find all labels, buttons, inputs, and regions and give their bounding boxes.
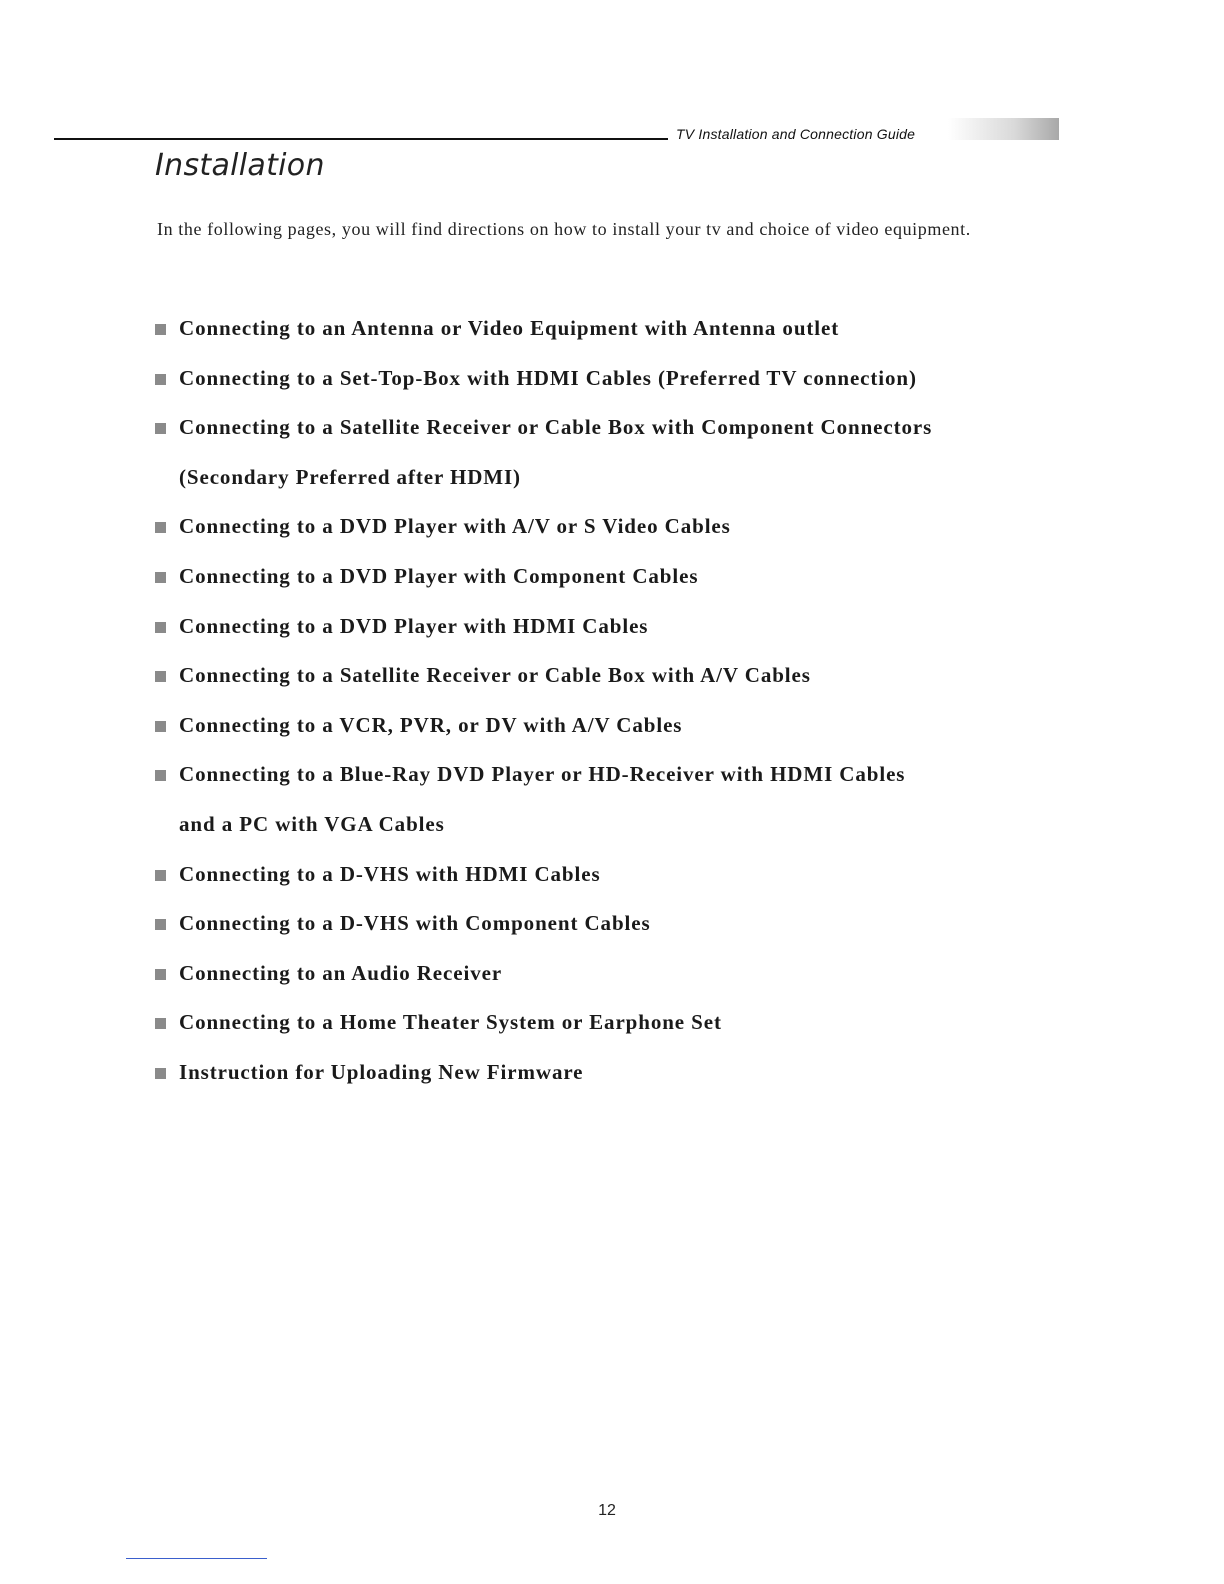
- topic-item: [155, 899, 932, 949]
- topic-item: [155, 354, 932, 404]
- topic-item: [155, 850, 932, 900]
- square-bullet-icon: [155, 770, 166, 781]
- topic-item: [155, 552, 932, 602]
- topic-text: Connecting to a Satellite Receiver or Cable Box with A/V Cables: [179, 663, 811, 688]
- topic-text: Connecting to a VCR, PVR, or DV with A/V Cables: [179, 712, 683, 737]
- topic-text: Connecting to a DVD Player with Component Cables: [179, 563, 699, 588]
- topic-item: [155, 750, 932, 849]
- topic-text: Connecting to a DVD Player with A/V or S Video Cables: [179, 514, 731, 539]
- topic-item: [155, 949, 932, 999]
- square-bullet-icon: [155, 572, 166, 583]
- topic-text-continued: (Secondary Preferred after HDMI): [179, 464, 521, 489]
- topic-item: [155, 403, 932, 502]
- square-bullet-icon: [155, 721, 166, 732]
- topic-item: [155, 304, 932, 354]
- topic-list: [155, 304, 932, 1098]
- topic-text: Connecting to a D-VHS with Component Cables: [179, 911, 651, 936]
- header-rule: [54, 138, 668, 140]
- header-gradient-bar: [948, 118, 1059, 140]
- page-title: Installation: [155, 148, 325, 183]
- topic-text-continued: and a PC with VGA Cables: [179, 811, 445, 836]
- topic-text: Connecting to a Blue-Ray DVD Player or HD-Receiver with HDMI Cables: [179, 762, 906, 787]
- topic-text: Connecting to an Audio Receiver: [179, 960, 503, 985]
- topic-item: [155, 602, 932, 652]
- square-bullet-icon: [155, 522, 166, 533]
- square-bullet-icon: [155, 622, 166, 633]
- topic-text: Connecting to a DVD Player with HDMI Cables: [179, 613, 649, 638]
- topic-item: [155, 701, 932, 751]
- square-bullet-icon: [155, 1018, 166, 1029]
- square-bullet-icon: [155, 919, 166, 930]
- topic-item: [155, 1048, 932, 1098]
- guide-title: TV Installation and Connection Guide: [676, 126, 916, 142]
- topic-text: Connecting to an Antenna or Video Equipment with Antenna outlet: [179, 316, 840, 340]
- square-bullet-icon: [155, 1068, 166, 1079]
- square-bullet-icon: [155, 870, 166, 881]
- intro-text: In the following pages, you will find directions on how to install your tv and choice of video equipment.: [157, 219, 971, 239]
- square-bullet-icon: [155, 324, 166, 335]
- page-number: 12: [598, 1502, 616, 1519]
- topic-item: [155, 998, 932, 1048]
- square-bullet-icon: [155, 671, 166, 682]
- topic-text: Connecting to a Home Theater System or Earphone Set: [179, 1010, 722, 1035]
- topic-item: [155, 502, 932, 552]
- square-bullet-icon: [155, 374, 166, 385]
- square-bullet-icon: [155, 423, 166, 434]
- topic-text: Connecting to a Satellite Receiver or Cable Box with Component Connectors: [179, 415, 933, 440]
- square-bullet-icon: [155, 969, 166, 980]
- topic-text: Connecting to a D-VHS with HDMI Cables: [179, 861, 601, 886]
- footer-link-underline: [126, 1558, 267, 1559]
- topic-item: [155, 651, 932, 701]
- topic-text: Instruction for Uploading New Firmware: [179, 1059, 584, 1084]
- topic-text: Connecting to a Set-Top-Box with HDMI Cables (Preferred TV connection): [179, 365, 917, 390]
